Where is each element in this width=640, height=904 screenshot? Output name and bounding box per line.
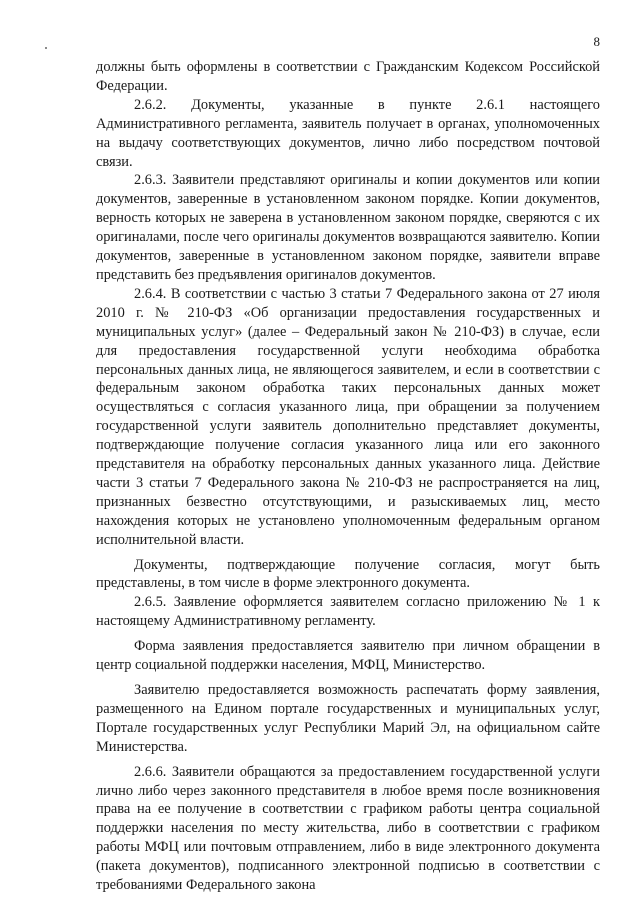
paragraph-application-form: Форма заявления предоставляется заявителю при личном обращении в центр социальной поддержки населения, МФЦ, Министерство. <box>96 638 600 674</box>
paragraph-2-6-5: 2.6.5. Заявление оформляется заявителем согласно приложению № 1 к настоящему Административному регламенту. <box>96 594 600 630</box>
paragraph-consent-documents: Документы, подтверждающие получение согласия, могут быть представлены, в том числе в форме электронного документа. <box>96 556 600 592</box>
document-body <box>96 58 600 895</box>
scan-speck <box>45 47 47 49</box>
paragraph-2-6-2: 2.6.2. Документы, указанные в пункте 2.6.1 настоящего Административного регламента, заявитель получает в органах, уполномоченных на выдачу соответствующих документов, лично либо посредством почтовой связи. <box>96 96 600 170</box>
paragraph-print-form: Заявителю предоставляется возможность распечатать форму заявления, размещенного на Едином портале государственных и муниципальных услуг, Портале государственных услуг Республики Марий Эл, на официальном сайте Министерства. <box>96 682 600 755</box>
paragraph-continuation: должны быть оформлены в соответствии с Гражданским Кодексом Российской Федерации. <box>96 59 600 94</box>
page-number: 8 <box>593 34 600 49</box>
paragraph-2-6-3: 2.6.3. Заявители представляют оригиналы и копии документов или копии документов, заверенные в установленном законом порядке. Копии документов, верность которых не заверена в установленном законом порядке, сверяются с их оригиналами, после чего оригиналы документов возвращаются заявителю. Копии документов, заверенные в установленном законом порядке, заявители вправе представить без предъявления оригиналов документов. <box>96 172 600 283</box>
paragraph-2-6-6: 2.6.6. Заявители обращаются за предоставлением государственной услуги лично либо через законного представителя в любое время после возникновения права на ее получение в соответствии с графиком работы центра социальной поддержки населения по месту жительства, либо в соответствии с графиком работы МФЦ или почтовым отправлением, либо в виде электронного документа (пакета документов), подписанного электронной подписью в соответствии с требованиями Федерального закона <box>96 763 600 894</box>
paragraph-2-6-4: 2.6.4. В соответствии с частью 3 статьи 7 Федерального закона от 27 июля 2010 г. № 210-ФЗ «Об организации предоставления государственных и муниципальных услуг» (далее – Федеральный закон № 210-ФЗ) в случае, если для предоставления государственной услуги необходима обработка персональных данных лица, не являющегося заявителем, и если в соответствии с федеральным законом обработка таких персональных данных может осуществляться с согласия указанного лица, при обращении за получением государственной услуги заявитель дополнительно представляет документы, подтверждающие получение согласия указанного лица или его законного представителя на обработку персональных данных указанного лица. Действие части 3 статьи 7 Федерального закона № 210-ФЗ не распространяется на лиц, признанных безвестно отсутствующими, и разыскиваемых лиц, место нахождения которых не установлено уполномоченным федеральным органом исполнительной власти. <box>96 285 600 548</box>
